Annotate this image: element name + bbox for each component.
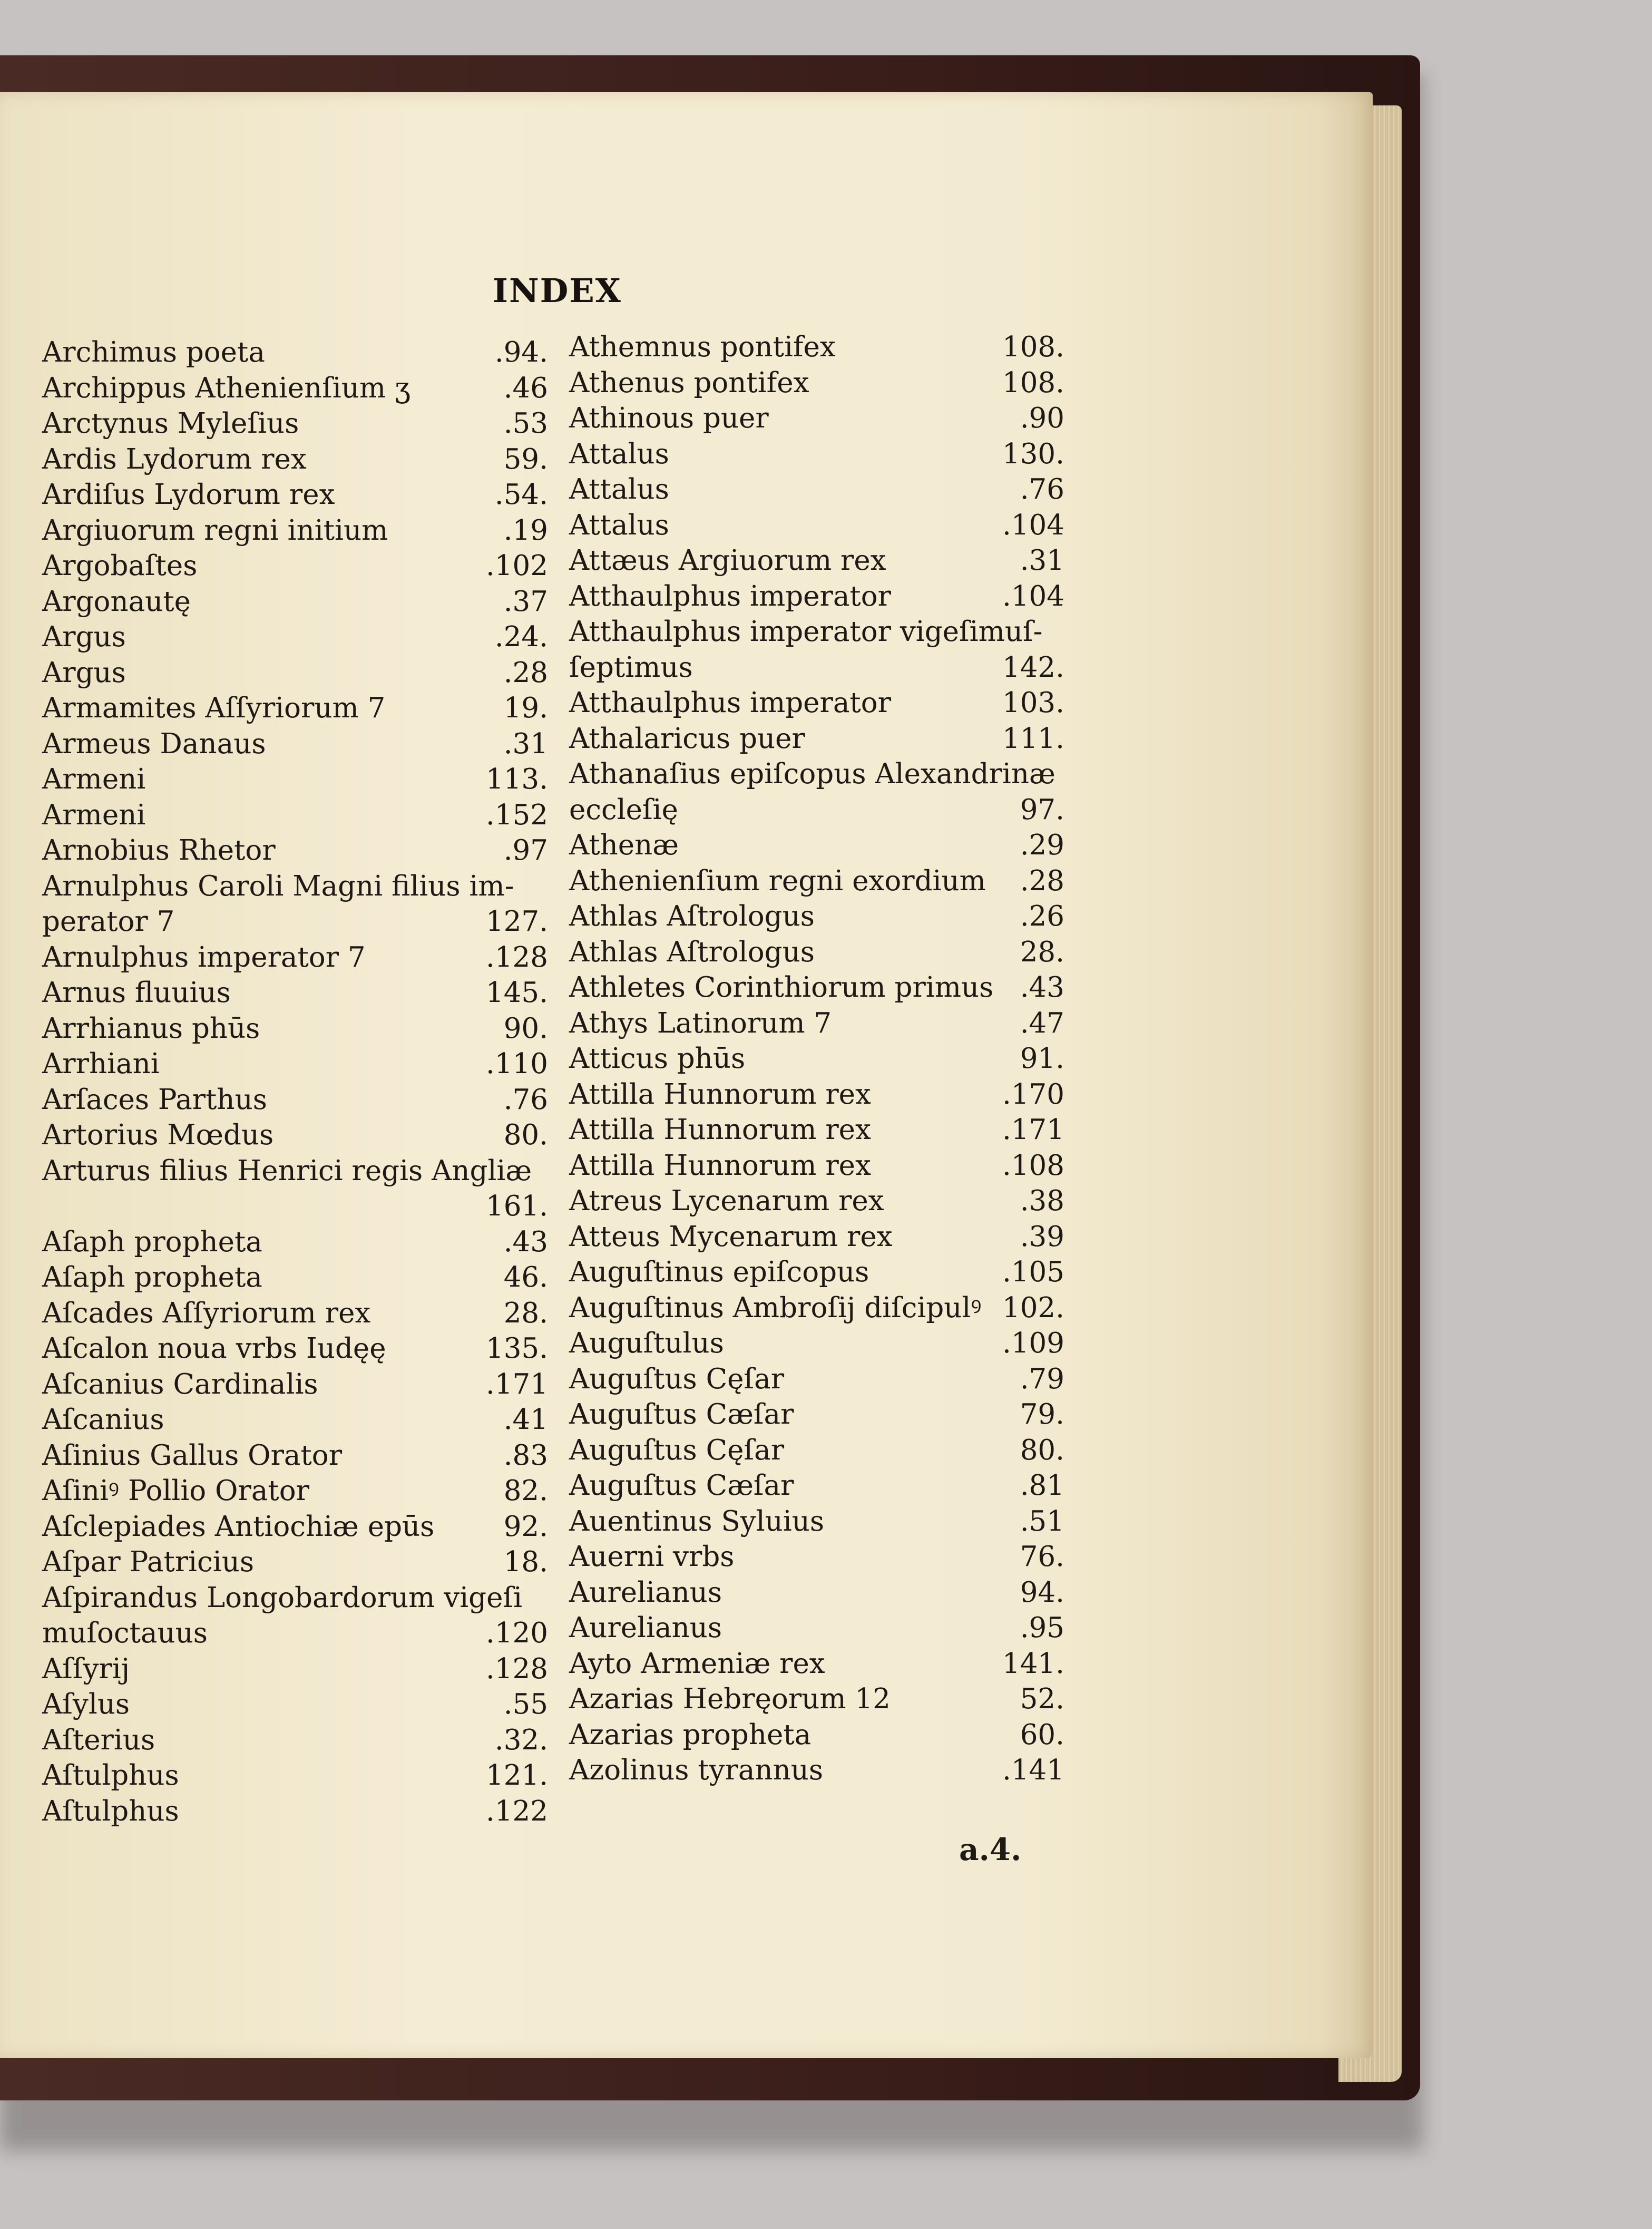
entry-page-number: 113. [485, 763, 548, 795]
entry-page-number: 127. [485, 906, 548, 938]
index-entry [569, 579, 1064, 615]
index-entry [569, 436, 1064, 472]
index-entry [569, 1610, 1064, 1646]
entry-page-number: 102. [1002, 1291, 1064, 1324]
entry-name: Azarias Hebręorum 12 [569, 1683, 891, 1715]
index-entry [569, 1006, 1064, 1042]
index-entry [569, 828, 1064, 863]
index-entry [42, 690, 548, 726]
entry-name: Aſaph propheta [42, 1225, 262, 1258]
entry-page-number: .105 [1002, 1256, 1064, 1288]
entry-name: Armeni [42, 763, 146, 795]
entry-page-number: 108. [1002, 366, 1064, 399]
index-entry [569, 792, 1064, 828]
index-entry [569, 685, 1064, 721]
index-entry [42, 442, 548, 478]
entry-page-number: .76 [503, 1083, 548, 1116]
index-entry [42, 1117, 548, 1153]
entry-page-number: .55 [503, 1688, 548, 1720]
index-entry [569, 1254, 1064, 1290]
entry-page-number: .37 [503, 585, 548, 618]
index-entry [42, 335, 548, 371]
entry-name: Attilla Hunnorum rex [569, 1078, 871, 1111]
index-entry [569, 721, 1064, 757]
entry-name: Aſterius [42, 1724, 155, 1756]
entry-name: Arrhianus phūs [42, 1012, 260, 1045]
index-entry [42, 940, 548, 976]
entry-name: Argus [42, 621, 126, 653]
entry-name: muſoctauus [42, 1617, 208, 1649]
entry-name: Auguſtus Cęſar [569, 1434, 785, 1466]
index-entry [42, 477, 548, 513]
index-entry [42, 1615, 548, 1651]
index-entry [42, 548, 548, 584]
entry-name: Archippus Athenienſium ʒ [42, 372, 410, 404]
entry-name: Auguſtinus epiſcopus [569, 1256, 869, 1288]
entry-name: Attalus [569, 509, 669, 541]
entry-page-number: 79. [1020, 1398, 1064, 1430]
entry-name: Artorius Mœdus [42, 1119, 274, 1151]
entry-name: Aſpirandus Longobardorum vigeſi [42, 1581, 523, 1614]
entry-name: Athys Latinorum 7 [569, 1007, 832, 1039]
index-entry [569, 1753, 1064, 1788]
index-entry [569, 1326, 1064, 1361]
entry-name: perator 7 [42, 906, 175, 938]
entry-name: Attalus [569, 473, 669, 505]
entry-page-number: .47 [1020, 1007, 1064, 1039]
index-entry [569, 650, 1064, 686]
entry-page-number: .38 [1020, 1185, 1064, 1217]
index-entry [42, 513, 548, 549]
index-entry [42, 1438, 548, 1474]
entry-page-number: 142. [1002, 651, 1064, 684]
index-entry [569, 1646, 1064, 1682]
entry-name: Atthaulphus imperator [569, 580, 891, 612]
entry-name: Arturus filius Henrici regis Angliæ [42, 1154, 532, 1187]
entry-name: Argiuorum regni initium [42, 514, 388, 547]
entry-page-number: .46 [503, 372, 548, 404]
entry-page-number: .39 [1020, 1220, 1064, 1253]
entry-name: Ayto Armeniæ rex [569, 1647, 825, 1680]
entry-page-number: 121. [485, 1759, 548, 1792]
entry-name: Athlas Aſtrologus [569, 936, 815, 968]
entry-page-number: .24. [494, 621, 548, 653]
entry-name: Attilla Hunnorum rex [569, 1114, 871, 1146]
index-entry [569, 401, 1064, 436]
index-entry [42, 1651, 548, 1687]
entry-page-number: .170 [1002, 1078, 1064, 1111]
index-entry [42, 1224, 548, 1260]
entry-name: Aſtulphus [42, 1759, 179, 1792]
entry-name: Arrhiani [42, 1048, 160, 1080]
entry-page-number: .81 [1020, 1469, 1064, 1502]
entry-name: Arnulphus imperator 7 [42, 941, 366, 974]
index-entry [42, 1473, 548, 1509]
index-entry [569, 899, 1064, 935]
entry-page-number: .171 [485, 1368, 548, 1400]
index-entry [42, 1758, 548, 1794]
entry-page-number: 135. [485, 1332, 548, 1365]
entry-page-number: 52. [1020, 1683, 1064, 1715]
entry-page-number: .41 [503, 1404, 548, 1436]
index-entry [42, 1509, 548, 1545]
entry-page-number: 80. [1020, 1434, 1064, 1466]
index-entry [42, 833, 548, 869]
entry-page-number: .83 [503, 1439, 548, 1472]
entry-name: Aſinius Gallus Orator [42, 1439, 343, 1472]
entry-page-number: .53 [503, 407, 548, 440]
index-entry [42, 975, 548, 1011]
entry-page-number: .43 [503, 1225, 548, 1258]
entry-name: Athalaricus puer [569, 722, 805, 755]
entry-name: Ardis Lydorum rex [42, 443, 307, 475]
entry-page-number: 91. [1020, 1043, 1064, 1075]
entry-page-number: .31 [503, 727, 548, 760]
entry-page-number: 130. [1002, 437, 1064, 470]
page-title: INDEX [493, 271, 622, 310]
index-entry [569, 329, 1064, 365]
index-entry [42, 869, 548, 904]
entry-name: Aurelianus [569, 1576, 722, 1609]
entry-name: Auguſtinus Ambroſij diſcipulꝰ [569, 1291, 982, 1324]
entry-page-number: .76 [1020, 473, 1064, 505]
entry-name: Azarias propheta [569, 1718, 812, 1751]
entry-name: Atreus Lycenarum rex [569, 1185, 884, 1217]
index-entry [42, 1367, 548, 1403]
entry-name: Ardiſus Lydorum rex [42, 479, 335, 511]
entry-page-number: .79 [1020, 1362, 1064, 1395]
entry-page-number: .109 [1002, 1327, 1064, 1359]
entry-page-number: 82. [503, 1475, 548, 1507]
entry-name: Atthaulphus imperator [569, 687, 891, 719]
entry-name: Aſtulphus [42, 1795, 179, 1827]
index-entry [569, 614, 1064, 650]
entry-page-number: 19. [503, 692, 548, 724]
entry-name: Aſclepiades Antiochiæ epūs [42, 1510, 435, 1543]
index-entry [42, 1402, 548, 1438]
entry-page-number: 60. [1020, 1718, 1064, 1751]
entry-page-number: .97 [503, 834, 548, 867]
entry-page-number: 97. [1020, 793, 1064, 826]
index-entry [569, 1575, 1064, 1611]
entry-name: Athanaſius epiſcopus Alexandrinæ [569, 758, 1055, 790]
entry-name: Azolinus tyrannus [569, 1754, 824, 1786]
entry-name: Arnus fluuius [42, 977, 231, 1009]
entry-name: Attilla Hunnorum rex [569, 1149, 871, 1182]
entry-name: Athlas Aſtrologus [569, 900, 815, 932]
entry-page-number: 145. [485, 977, 548, 1009]
index-entry [42, 1046, 548, 1082]
index-entry [569, 1112, 1064, 1148]
entry-page-number: .102 [485, 550, 548, 582]
index-entry [569, 1077, 1064, 1113]
index-entry [42, 1544, 548, 1580]
entry-page-number: .120 [485, 1617, 548, 1649]
entry-name: Aſcanius [42, 1404, 164, 1436]
index-entry [42, 1189, 548, 1224]
index-entry [42, 797, 548, 833]
entry-name: Auguſtus Cæſar [569, 1398, 794, 1430]
index-entry [569, 1148, 1064, 1184]
index-entry [569, 1219, 1064, 1255]
index-entry [569, 365, 1064, 401]
index-entry [42, 655, 548, 691]
index-entry [569, 1041, 1064, 1077]
index-entry [42, 1296, 548, 1331]
entry-name: Aſcades Aſſyriorum rex [42, 1297, 371, 1329]
entry-page-number: .108 [1002, 1149, 1064, 1182]
entry-name: Athemnus pontifex [569, 331, 836, 363]
entry-name: Argobaſtes [42, 550, 198, 582]
index-column-left [42, 335, 548, 1829]
entry-name: Aſcanius Cardinalis [42, 1368, 318, 1400]
entry-page-number: .95 [1020, 1612, 1064, 1644]
entry-page-number: .128 [485, 1652, 548, 1685]
entry-name: Auguſtulus [569, 1327, 724, 1359]
index-entry [42, 1011, 548, 1047]
entry-name: eccleſię [569, 793, 678, 826]
entry-name: ſeptimus [569, 651, 693, 684]
index-entry [569, 1468, 1064, 1504]
entry-page-number: .104 [1002, 509, 1064, 541]
index-entry [569, 1433, 1064, 1468]
index-entry [42, 1153, 548, 1189]
entry-page-number: 141. [1002, 1647, 1064, 1680]
index-entry [569, 1681, 1064, 1717]
entry-name: Armeus Danaus [42, 727, 266, 760]
index-entry [569, 935, 1064, 970]
entry-page-number: .152 [485, 799, 548, 831]
entry-name: Arſaces Parthus [42, 1083, 267, 1116]
entry-page-number: .51 [1020, 1505, 1064, 1537]
entry-page-number: .31 [1020, 544, 1064, 577]
index-entry [569, 863, 1064, 899]
index-entry [42, 904, 548, 940]
entry-page-number: 94. [1020, 1576, 1064, 1609]
index-entry [569, 1539, 1064, 1575]
entry-name: Atticus phūs [569, 1043, 746, 1075]
entry-page-number: .141 [1002, 1754, 1064, 1786]
entry-page-number: 46. [503, 1261, 548, 1293]
entry-page-number: .32. [494, 1724, 548, 1756]
entry-name: Athenus pontifex [569, 366, 809, 399]
entry-name: Aſaph propheta [42, 1261, 262, 1293]
entry-page-number: 18. [503, 1546, 548, 1578]
entry-name: Aſcalon noua vrbs Iudęę [42, 1332, 386, 1365]
entry-name: Armeni [42, 799, 146, 831]
entry-name: Aurelianus [569, 1612, 722, 1644]
entry-name: Atthaulphus imperator vigeſimuſ- [569, 616, 1043, 648]
index-entry [42, 371, 548, 406]
entry-page-number: 111. [1002, 722, 1064, 755]
entry-page-number: .171 [1002, 1114, 1064, 1146]
entry-name: Aſiniꝰ Pollio Orator [42, 1475, 309, 1507]
entry-page-number: 161. [485, 1190, 548, 1222]
entry-name: Auentinus Syluius [569, 1505, 825, 1537]
entry-page-number: .104 [1002, 580, 1064, 612]
entry-page-number: .128 [485, 941, 548, 974]
entry-name: Argonautę [42, 585, 191, 618]
entry-name: Arnobius Rhetor [42, 834, 276, 867]
entry-name: Aſſyrij [42, 1652, 130, 1685]
index-entry [569, 1183, 1064, 1219]
entry-page-number: .54. [494, 479, 548, 511]
entry-name: Athenæ [569, 829, 679, 861]
index-column-right [569, 329, 1064, 1788]
entry-name: Athletes Corinthiorum primus [569, 971, 994, 1004]
entry-page-number: 76. [1020, 1541, 1064, 1573]
index-entry [42, 726, 548, 762]
index-entry [42, 584, 548, 620]
entry-name: Archimus poeta [42, 336, 265, 368]
entry-page-number: 28. [503, 1297, 548, 1329]
index-entry [569, 543, 1064, 579]
entry-page-number: 92. [503, 1510, 548, 1543]
entry-page-number: .28 [1020, 864, 1064, 897]
index-entry [42, 406, 548, 442]
entry-name: Arnulphus Caroli Magni filius im- [42, 870, 514, 902]
entry-page-number: .29 [1020, 829, 1064, 861]
entry-page-number: 90. [503, 1012, 548, 1045]
index-entry [569, 1397, 1064, 1433]
index-entry [569, 1717, 1064, 1753]
entry-name: Auerni vrbs [569, 1541, 735, 1573]
entry-page-number: 59. [503, 443, 548, 475]
index-entry [569, 472, 1064, 508]
entry-name: Auguſtus Cæſar [569, 1469, 794, 1502]
index-entry [569, 508, 1064, 543]
entry-name: Attæus Argiuorum rex [569, 544, 886, 577]
entry-name: Aſylus [42, 1688, 130, 1720]
entry-name: Aſpar Patricius [42, 1546, 255, 1578]
index-entry [569, 1290, 1064, 1326]
entry-name: Attalus [569, 437, 669, 470]
index-entry [569, 756, 1064, 792]
entry-page-number: .43 [1020, 971, 1064, 1004]
page-content [0, 92, 1373, 2058]
entry-page-number: 103. [1002, 687, 1064, 719]
entry-page-number: 80. [503, 1119, 548, 1151]
entry-name: Athenienſium regni exordium [569, 864, 986, 897]
index-entry [42, 1331, 548, 1367]
entry-name: Athinous puer [569, 402, 769, 434]
index-entry [42, 762, 548, 797]
entry-page-number: .110 [485, 1048, 548, 1080]
entry-page-number: .94. [494, 336, 548, 368]
entry-page-number: .90 [1020, 402, 1064, 434]
signature-mark: a.4. [959, 1832, 1022, 1867]
index-entry [42, 1260, 548, 1296]
index-entry [569, 1361, 1064, 1397]
index-entry [42, 1794, 548, 1829]
book-page [0, 92, 1373, 2058]
index-entry [42, 1687, 548, 1722]
entry-page-number: 28. [1020, 936, 1064, 968]
index-entry [569, 970, 1064, 1006]
entry-page-number: .19 [503, 514, 548, 547]
index-entry [42, 1722, 548, 1758]
entry-page-number: 108. [1002, 331, 1064, 363]
index-entry [569, 1504, 1064, 1540]
entry-name: Armamites Aſſyriorum 7 [42, 692, 386, 724]
index-entry [42, 619, 548, 655]
entry-name: Atteus Mycenarum rex [569, 1220, 893, 1253]
entry-name: Auguſtus Cęſar [569, 1362, 785, 1395]
entry-page-number: .26 [1020, 900, 1064, 932]
entry-page-number: .28 [503, 656, 548, 689]
entry-name: Arctynus Myleſius [42, 407, 299, 440]
index-entry [42, 1082, 548, 1118]
entry-page-number: .122 [485, 1795, 548, 1827]
index-entry [42, 1580, 548, 1616]
entry-name: Argus [42, 656, 126, 689]
